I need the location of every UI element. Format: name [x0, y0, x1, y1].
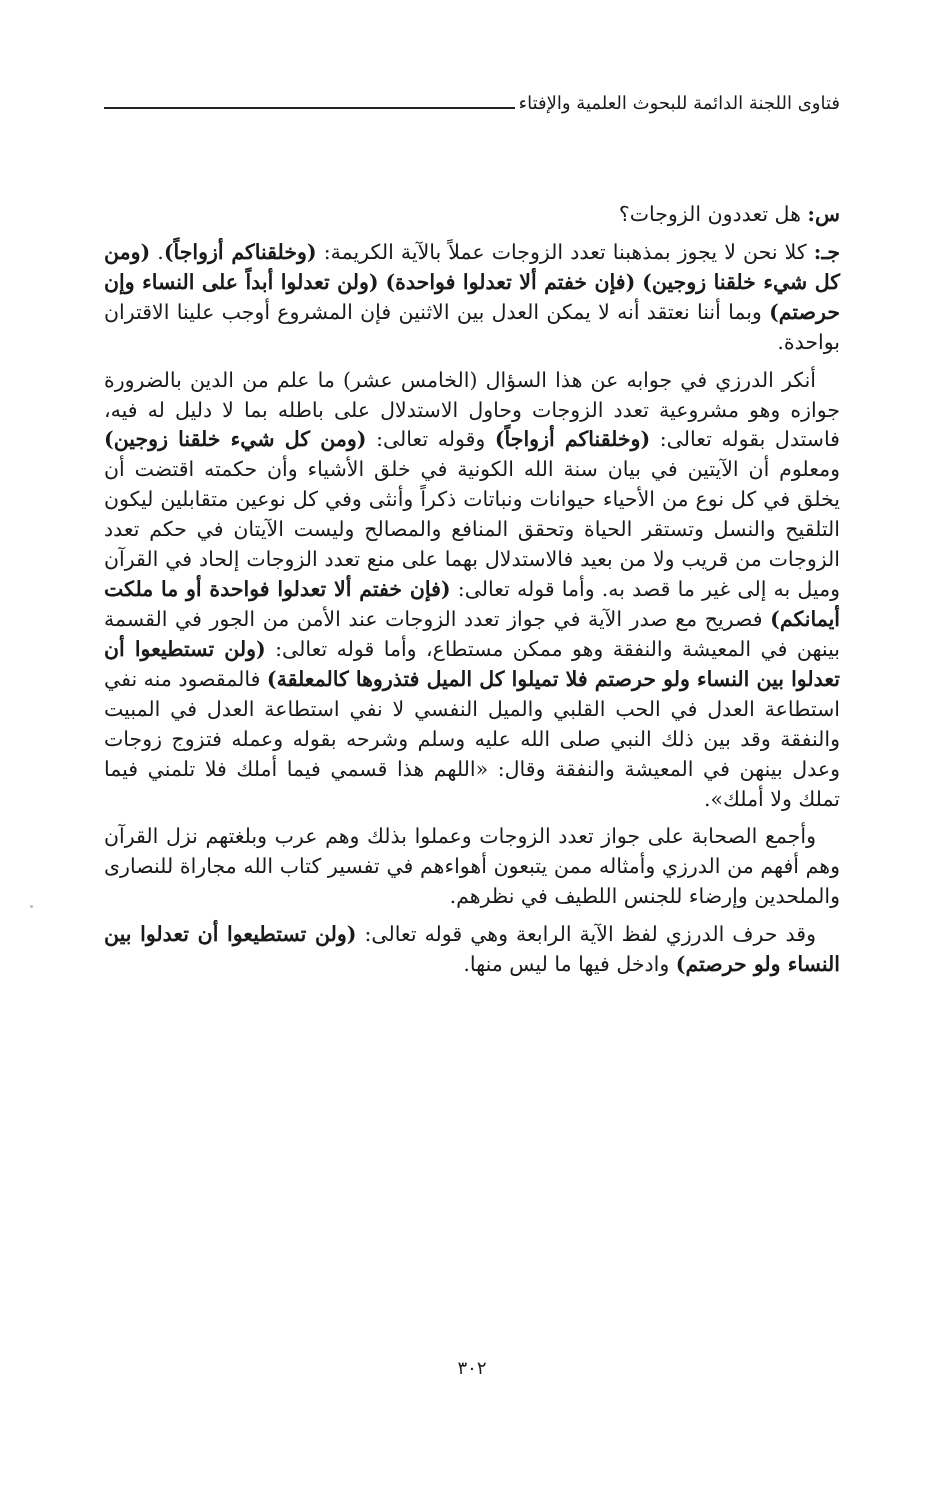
body-text: [104, 200, 840, 988]
paragraph-text: وقوله تعالى:: [366, 427, 495, 452]
quran-verse: (ومن كل شيء خلقنا زوجين): [104, 427, 367, 452]
quran-verse: (فإن خفتم ألا تعدلوا فواحدة أو ما ملكت أيمانكم): [104, 577, 840, 631]
paragraph-text: وأجمع الصحابة على جواز تعدد الزوجات وعملوا بذلك وهم عرب وبلغتهم نزل القرآن وهم أفهم من الدرزي وأمثاله ممن يتبعون أهواءهم في تفسير كتاب الله مجاراة للنصارى والملحدين وإرضاء للجنس اللطيف في نظرهم.: [104, 824, 840, 909]
question-label: س:: [807, 202, 840, 226]
paragraph-text: فالمقصود منه نفي استطاعة العدل في الحب القلبي والميل النفسي لا نفي استطاعة العدل في المبيت والنفقة وقد بين ذلك النبي صلى الله عليه وسلم وشرحه بقوله وعمله فتزوج زوجات وعدل بينهن في المعيشة والنفقة وقال:: [104, 666, 840, 781]
answer-text: وبما أننا نعتقد أنه لا يمكن العدل بين الاثنين فإن المشروع أوجب علينا الاقتران بواحدة.: [104, 299, 840, 354]
answer-label: جـ:: [813, 239, 840, 264]
quran-verse: (وخلقناكم أزواجاً): [163, 239, 317, 264]
margin-mark: [30, 905, 33, 908]
paragraph-text: وقد حرف الدرزي لفظ الآية الرابعة وهي قوله تعالى:: [356, 922, 816, 947]
answer-text: .: [150, 239, 164, 264]
consensus-paragraph: [104, 822, 840, 912]
paragraph-text: .: [703, 786, 711, 811]
answer-text: كلا نحن لا يجوز بمذهبنا تعدد الزوجات عملاً بالآية الكريمة:: [316, 239, 814, 264]
distortion-paragraph: [104, 920, 840, 980]
quran-verse: (فإن خفتم ألا تعدلوا فواحدة): [385, 269, 636, 294]
quran-verse: (ومن كل شيء خلقنا زوجين): [104, 239, 840, 294]
page-number: ٣٠٢: [457, 1358, 487, 1379]
quran-verse: (وخلقناكم أزواجاً): [494, 427, 651, 452]
paragraph-text: وادخل فيها ما ليس منها.: [463, 952, 676, 977]
paragraph-text: ومعلوم أن الآيتين في بيان سنة الله الكونية في خلق الأشياء وأن حكمته اقتضت أن يخلق في كل نوع من الأحياء حيوانات ونباتات ذكراً وأنثى وفي كل نوعين متقابلين ليكون التلقيح والنسل وتستقر الحياة وتحقق المنافع والمصالح وليست الآيتان في حكم تعدد الزوجات من قريب ولا من بعيد فالاستدلال بهما على منع تعدد الزوجات إلحاد في القرآن وميل به إلى غير ما قصد به. وأما قوله تعالى:: [104, 457, 840, 602]
question-paragraph: [104, 200, 840, 230]
header-title: فتاوى اللجنة الدائمة للبحوث العلمية والإفتاء: [518, 92, 840, 114]
quran-verse: (ولن تستطيعوا أن تعدلوا بين النساء ولو حرصتم فلا تميلوا كل الميل فتذروها كالمعلقة): [104, 636, 840, 691]
answer-paragraph: [104, 238, 840, 358]
quran-verse: (ولن تستطيعوا أن تعدلوا بين النساء ولو حرصتم): [104, 922, 840, 977]
question-text: هل تعددون الزوجات؟: [618, 202, 808, 226]
running-header: [104, 86, 840, 120]
header-rule: [104, 107, 515, 109]
quran-verse: (ولن تعدلوا أبداً على النساء وإن حرصتم): [104, 269, 840, 324]
hadith-quote: «اللهم هذا قسمي فيما أملك فلا تلمني فيما تملك ولا أملك»: [104, 756, 840, 811]
paragraph-text: فصريح مع صدر الآية في جواز تعدد الزوجات عند الأمن من الجور في القسمة بينهن في المعيشة والنفقة وهو ممكن مستطاع، وأما قوله تعالى:: [104, 606, 840, 661]
paragraph-text: أنكر الدرزي في جوابه عن هذا السؤال (الخامس عشر) ما علم من الدين بالضرورة جوازه وهو مشروعية تعدد الزوجات وحاول الاستدلال على باطله بما لا دليل له فيه، فاستدل بقوله تعالى:: [104, 367, 840, 452]
refutation-paragraph: [104, 366, 840, 815]
